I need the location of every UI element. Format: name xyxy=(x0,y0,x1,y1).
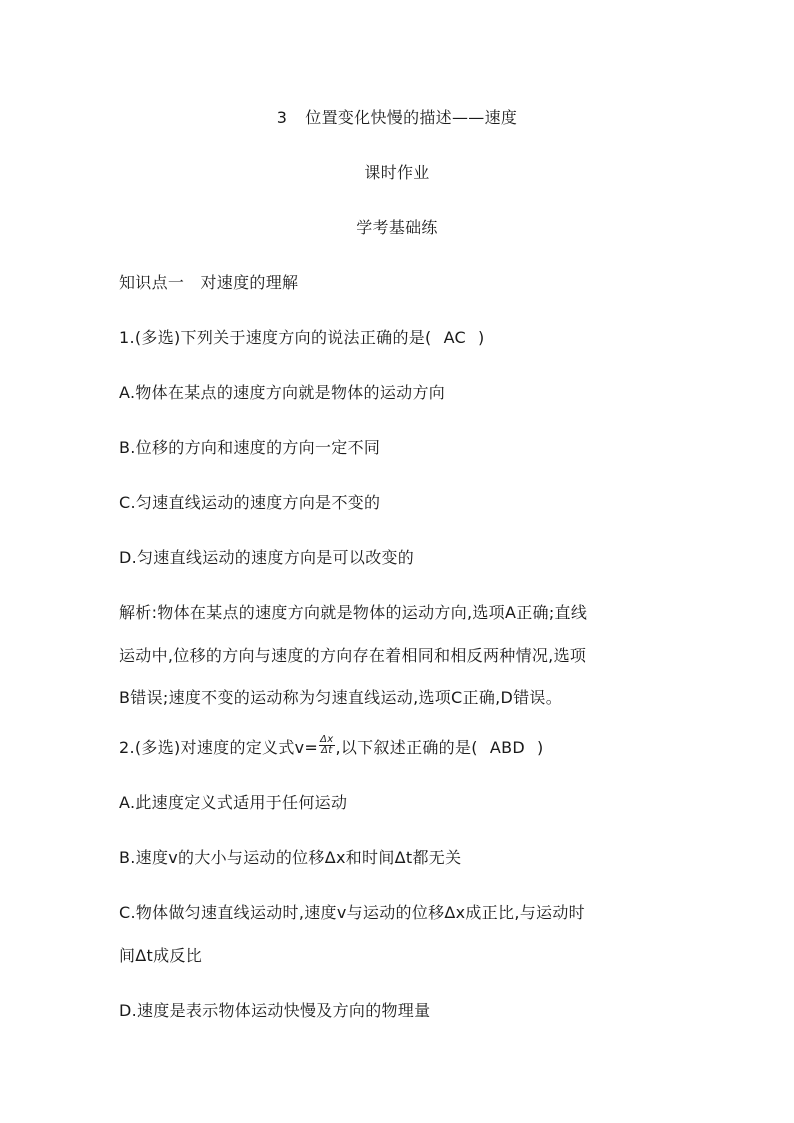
page-title xyxy=(0,108,794,128)
question-2-option-d: D.速度是表示物体运动快慢及方向的物理量 xyxy=(119,1001,431,1020)
question-2-text: 2.(多选)对速度的定义式v= xyxy=(119,738,319,757)
subtitle: 课时作业 xyxy=(364,163,430,182)
question-1-text: 1.(多选)下列关于速度方向的说法正确的是( xyxy=(119,328,432,347)
question-2-text-mid: ,以下叙述正确的是( xyxy=(335,738,478,757)
level-heading: 学考基础练 xyxy=(356,218,438,237)
question-2-close: ) xyxy=(537,738,544,757)
question-1-explanation-line-2: 运动中,位移的方向与速度的方向存在着相同和相反两种情况,选项 xyxy=(119,646,587,665)
question-1-option-b: B.位移的方向和速度的方向一定不同 xyxy=(119,438,381,457)
section-number: 3 xyxy=(276,108,288,127)
question-1-answer: AC xyxy=(443,328,467,347)
question-1-explanation-line-1: 解析:物体在某点的速度方向就是物体的运动方向,选项A正确;直线 xyxy=(119,603,588,622)
question-2-option-c-line-1: C.物体做匀速直线运动时,速度v与运动的位移Δx成正比,与运动时 xyxy=(119,903,585,922)
fraction-denominator: Δt xyxy=(321,745,333,756)
question-2-option-a: A.此速度定义式适用于任何运动 xyxy=(119,793,348,812)
question-2-answer: ABD xyxy=(489,738,525,757)
question-2-option-b: B.速度v的大小与运动的位移Δx和时间Δt都无关 xyxy=(119,848,462,867)
question-1-close: ) xyxy=(478,328,485,347)
question-1-option-a: A.物体在某点的速度方向就是物体的运动方向 xyxy=(119,383,446,402)
question-1-stem xyxy=(119,328,485,348)
fraction-numerator: Δx xyxy=(320,734,334,745)
question-2-stem xyxy=(119,734,544,759)
question-2-option-c-line-2: 间Δt成反比 xyxy=(119,946,203,965)
question-1-option-d: D.匀速直线运动的速度方向是可以改变的 xyxy=(119,548,415,567)
question-1-option-c: C.匀速直线运动的速度方向是不变的 xyxy=(119,493,381,512)
question-1-explanation-line-3: B错误;速度不变的运动称为匀速直线运动,选项C正确,D错误。 xyxy=(119,688,563,707)
velocity-fraction xyxy=(319,735,334,756)
topic-heading: 知识点一 对速度的理解 xyxy=(119,273,299,292)
section-title: 位置变化快慢的描述——速度 xyxy=(305,108,518,127)
